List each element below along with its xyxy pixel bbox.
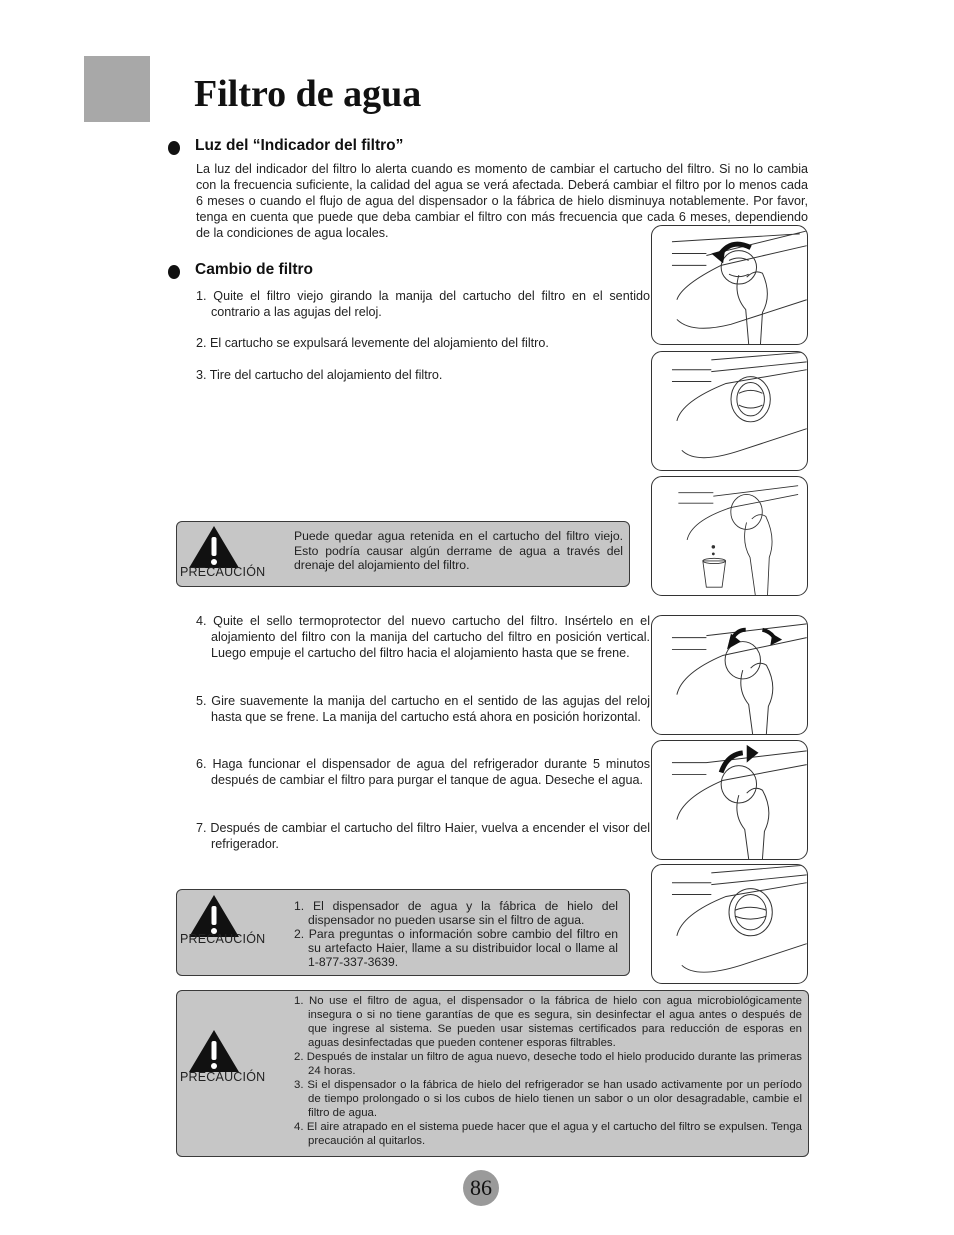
filter-hand-insert-illustration — [652, 616, 807, 734]
caution-box-3 — [176, 990, 809, 1157]
caution-text: Puede quedar agua retenida en el cartucho del filtro viejo. Esto podría causar algún derrame de agua a través del drenaje del alojamiento del filtro. — [294, 529, 623, 573]
page-title: Filtro de agua — [194, 73, 422, 115]
caution-list-item: 4. El aire atrapado en el sistema puede hacer que el agua y el cartucho del filtro se expulsen. Tenga precaución al quitarlos. — [294, 1121, 802, 1147]
filter-housing-illustration — [652, 352, 807, 470]
step-3: 3. Tire del cartucho del alojamiento del filtro. — [196, 368, 443, 382]
indicator-body: La luz del indicador del filtro lo alerta cuando es momento de cambiar el cartucho del filtro. Si no lo cambia con la frecuencia suficiente, la calidad del agua se verá afectada. Deberá cambiar el filtro por lo menos cada 6 meses o cuando el flujo de agua del dispensador o la fábrica de hielo disminuya notablemente. Por favor, tenga en cuenta que puede que deba cambiar el filtro con más frecuencia que cada 6 meses, dependiendo de la condiciones de agua locales. — [196, 162, 808, 240]
caution-label: PRECAUCIÓN — [180, 932, 266, 946]
illustration-step-turn-cw — [651, 740, 808, 860]
filter-pull-out-with-cup-illustration — [652, 477, 807, 595]
step-4: 4. Quite el sello termoprotector del nuevo cartucho del filtro. Insértelo en el alojamiento del filtro con la manija del cartucho del filtro en posición vertical. Luego empuje el cartucho del filtro hacia el alojamiento hasta que se frene. — [196, 614, 650, 660]
caution-list-item: 2. Para preguntas o información sobre cambio del filtro en su artefacto Haier, llame a su distribuidor local o llame al 1-877-337-3639. — [294, 927, 618, 969]
filter-hand-turn-ccw-illustration — [652, 226, 807, 344]
filter-hand-turn-cw-illustration — [652, 741, 807, 859]
illustration-step-insert — [651, 615, 808, 735]
caution-list-item: 2. Después de instalar un filtro de agua nuevo, deseche todo el hielo producido durante las primeras 24 horas. — [294, 1051, 802, 1077]
step-2: 2. El cartucho se expulsará levemente del alojamiento del filtro. — [196, 336, 549, 350]
step-7: 7. Después de cambiar el cartucho del filtro Haier, vuelva a encender el visor del refrigerador. — [196, 821, 650, 851]
illustration-step-pull-out — [651, 476, 808, 596]
caution-label: PRECAUCIÓN — [180, 565, 266, 579]
caution-list-item: 1. No use el filtro de agua, el dispensador o la fábrica de hielo con agua microbiológicamente insegura o si no tiene garantías de que es segura, sin desinfectar el agua antes o después de que ingrese al sistema. Se pueden usar sistemas certificados para reducción de esporas en aguas desinfectadas que pueden contener esporas filtrables. — [294, 995, 802, 1049]
caution-box-1 — [176, 521, 630, 587]
caution-list — [294, 994, 802, 1148]
caution-list-item: 1. El dispensador de agua y la fábrica de hielo del dispensador no pueden usarse sin el filtro de agua. — [294, 899, 618, 927]
section-bullet-indicator — [168, 141, 180, 155]
warning-icon — [187, 1028, 241, 1074]
page-number: 86 — [463, 1170, 499, 1206]
section-bullet-change — [168, 265, 180, 279]
step-5: 5. Gire suavemente la manija del cartucho en el sentido de las agujas del reloj hasta que se frene. La manija del cartucho está ahora en posición horizontal. — [196, 694, 650, 724]
filter-installed-illustration — [652, 865, 807, 983]
caution-label: PRECAUCIÓN — [180, 1070, 266, 1084]
header-gray-square — [84, 56, 150, 122]
caution-list-item: 3. Si el dispensador o la fábrica de hielo del refrigerador se han usado activamente por un período de tiempo prolongado o si los cubos de hielo tienen un sabor o un olor desagradable, cambie el filtro de agua. — [294, 1079, 802, 1119]
caution-list — [294, 899, 618, 969]
warning-icon — [187, 524, 241, 570]
caution-box-2 — [176, 889, 630, 976]
step-6: 6. Haga funcionar el dispensador de agua del refrigerador durante 5 minutos después de cambiar el filtro para purgar el tanque de agua. Deseche el agua. — [196, 757, 650, 787]
indicator-heading: Luz del “Indicador del filtro” — [195, 137, 404, 154]
change-heading: Cambio de filtro — [195, 261, 313, 278]
illustration-step-remove-turn — [651, 225, 808, 345]
illustration-step-installed — [651, 864, 808, 984]
illustration-step-eject — [651, 351, 808, 471]
step-1: 1. Quite el filtro viejo girando la manija del cartucho del filtro en el sentido contrario a las agujas del reloj. — [196, 289, 650, 319]
